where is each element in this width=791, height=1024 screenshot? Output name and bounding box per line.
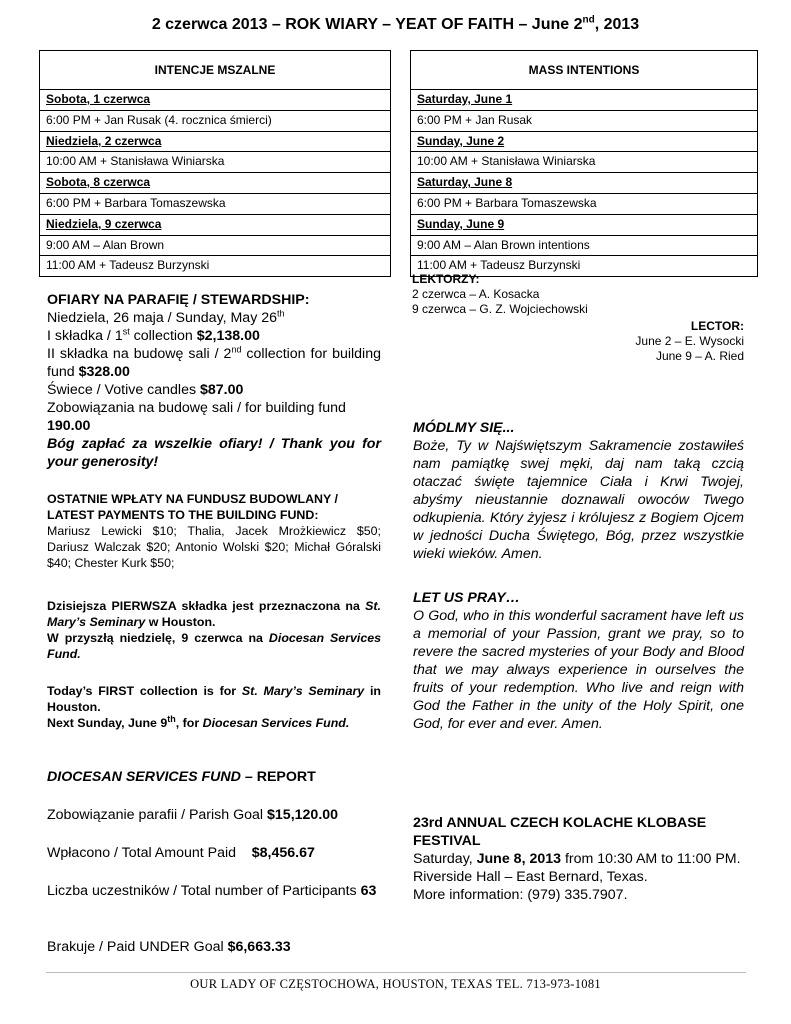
prayer-heading: LET US PRAY…: [413, 590, 520, 606]
day-cell: Saturday, June 8: [411, 173, 758, 194]
dsf-paid: Wpłacono / Total Amount Paid $8,456.67: [47, 845, 315, 861]
day-cell: Sunday, June 2: [411, 131, 758, 152]
table-row: [411, 173, 758, 194]
table-row: [40, 173, 391, 194]
day-cell: Sunday, June 9: [411, 214, 758, 235]
intention-cell: 6:00 PM + Barbara Tomaszewska: [411, 193, 758, 214]
lectors-heading: LECTOR:: [690, 319, 744, 333]
prayer-english: [413, 589, 744, 733]
building-fund-heading: OSTATNIE WPŁATY NA FUNDUSZ BUDOWLANY / LATEST PAYMENTS TO THE BUILDING FUND:: [47, 492, 338, 522]
day-cell: Sobota, 1 czerwca: [40, 90, 391, 111]
day-cell: Sobota, 8 czerwca: [40, 173, 391, 194]
footer: OUR LADY OF CZĘSTOCHOWA, HOUSTON, TEXAS TEL. 713-973-1081: [190, 977, 601, 991]
table-row: [40, 110, 391, 131]
dsf-report: [47, 768, 381, 786]
intention-cell: 6:00 PM + Jan Rusak (4. rocznica śmierci): [40, 110, 391, 131]
festival-date: Saturday, June 8, 2013 from 10:30 AM to 11:00 PM.: [413, 851, 741, 867]
table-row: [411, 90, 758, 111]
lector-line: 9 czerwca – G. Z. Wojciechowski: [412, 302, 588, 316]
lectors-polish: [412, 272, 588, 317]
building-fund-donors: Mariusz Lewicki $10; Thalia, Jacek Mrożkiewicz $50; Dariusz Walczak $20; Antonio Wolski $20; Michał Góralski $40; Chester Kurk $50;: [47, 524, 381, 570]
lector-line: 2 czerwca – A. Kosacka: [412, 287, 540, 301]
intention-cell: 10:00 AM + Stanisława Winiarska: [411, 152, 758, 173]
table-row: [411, 131, 758, 152]
table-row: [40, 131, 391, 152]
stewardship-section: [47, 291, 381, 471]
festival-place: Riverside Hall – East Bernard, Texas.: [413, 869, 648, 885]
table-row: [40, 214, 391, 235]
day-cell: Niedziela, 2 czerwca: [40, 131, 391, 152]
stewardship-heading: OFIARY NA PARAFIĘ / STEWARDSHIP:: [47, 292, 310, 308]
lector-line: June 9 – A. Ried: [655, 349, 744, 363]
lectors-heading: LEKTORZY:: [412, 272, 480, 286]
collection-polish: Dzisiejsza PIERWSZA składka jest przeznaczona na St. Mary’s Seminary w Houston. W przyszłą niedzielę, 9 czerwca na Diocesan Services Fund.: [47, 599, 381, 661]
intention-cell: 9:00 AM – Alan Brown: [40, 235, 391, 256]
second-collection: II składka na budowę sali / 2nd collection for building fund $328.00: [47, 344, 381, 380]
intention-cell: 11:00 AM + Tadeusz Burzynski: [40, 256, 391, 277]
intentions-table-english: [410, 50, 758, 277]
lector-line: June 2 – E. Wysocki: [635, 334, 744, 348]
intention-cell: 11:00 AM + Tadeusz Burzynski: [411, 256, 758, 277]
festival-info: More information: (979) 335.7907.: [413, 887, 628, 903]
table-header: INTENCJE MSZALNE: [154, 63, 276, 77]
prayer-polish: [413, 419, 744, 563]
day-cell: Saturday, June 1: [411, 90, 758, 111]
prayer-text: O God, who in this wonderful sacrament have left us a memorial of your Passion, grant we pray, so to revere the sacred mysteries of your Body and Blood that we may always experience in ourselves the fruits of your redemption. Who live and reign with God the Father in the unity of the Holy Spirit, one God, for ever and ever. Amen.: [413, 608, 744, 732]
intention-cell: 10:00 AM + Stanisława Winiarska: [40, 152, 391, 173]
table-row: [411, 235, 758, 256]
table-row: [40, 193, 391, 214]
day-cell: Niedziela, 9 czerwca: [40, 214, 391, 235]
dsf-goal: Zobowiązanie parafii / Parish Goal $15,120.00: [47, 807, 339, 823]
footer-divider: [46, 972, 746, 973]
table-row: [40, 90, 391, 111]
table-row: [40, 152, 391, 173]
votive-candles: Świece / Votive candles $87.00: [47, 382, 244, 398]
first-collection: I składka / 1st collection $2,138.00: [47, 326, 260, 344]
prayer-heading: MÓDLMY SIĘ...: [413, 420, 515, 436]
lectors-english: [635, 319, 744, 364]
dsf-heading: DIOCESAN SERVICES FUND – REPORT: [47, 769, 316, 785]
table-row: [40, 256, 391, 277]
intentions-table-polish: [39, 50, 391, 277]
table-header: MASS INTENTIONS: [528, 63, 640, 77]
collection-english: Today’s FIRST collection is for St. Mary’s Seminary in Houston. Next Sunday, June 9th, for Diocesan Services Fund.: [47, 684, 381, 730]
page-title: 2 czerwca 2013 – ROK WIARY – YEAT OF FAITH – June 2nd, 2013: [151, 14, 640, 33]
dsf-under-goal: Brakuje / Paid UNDER Goal $6,663.33: [47, 939, 291, 955]
building-pledges: Zobowiązania na budowę sali / for building fund 190.00: [47, 400, 346, 434]
table-row: [411, 193, 758, 214]
table-row: [40, 235, 391, 256]
festival-heading: 23rd ANNUAL CZECH KOLACHE KLOBASE FESTIVAL: [413, 815, 707, 849]
table-row: [411, 110, 758, 131]
festival-section: [413, 814, 744, 904]
intention-cell: 6:00 PM + Jan Rusak: [411, 110, 758, 131]
table-row: [411, 152, 758, 173]
dsf-participants: Liczba uczestników / Total number of Participants 63: [47, 883, 377, 899]
intention-cell: 9:00 AM – Alan Brown intentions: [411, 235, 758, 256]
thank-you-text: Bóg zapłać za wszelkie ofiary! / Thank you for your generosity!: [47, 436, 381, 470]
table-row: [411, 214, 758, 235]
building-fund-section: [47, 491, 381, 571]
prayer-text: Boże, Ty w Najświętszym Sakramencie zostawiłeś nam pamiątkę swej męki, daj nam taką czcią otaczać święte tajemnice Ciała i Krwi Twojej, abyśmy nieustannie doznawali owoców Twego odkupienia. Który żyjesz i królujesz z Bogiem Ojcem w jedności Ducha Świętego, Bóg, przez wszystkie wieki wieków. Amen.: [413, 438, 744, 562]
intention-cell: 6:00 PM + Barbara Tomaszewska: [40, 193, 391, 214]
stewardship-date: Niedziela, 26 maja / Sunday, May 26th: [47, 308, 285, 326]
